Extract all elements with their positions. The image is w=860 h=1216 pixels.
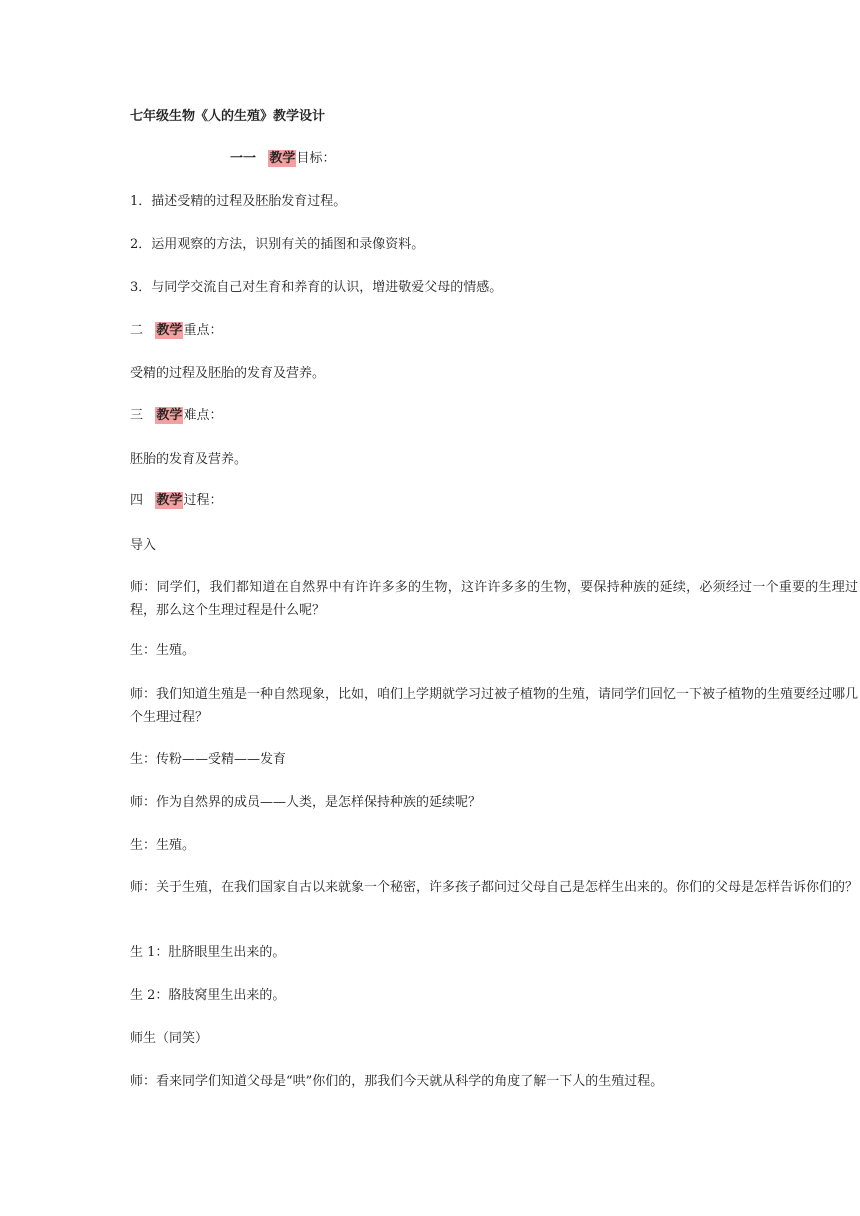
dialogue-paragraph: 生：生殖。 xyxy=(130,838,196,853)
goal-item: 2．运用观察的方法，识别有关的插图和录像资料。 xyxy=(130,237,425,252)
section-number: 二 xyxy=(130,323,144,338)
section-heading-difficulties xyxy=(130,406,222,426)
dialogue-paragraph: 师：我们知道生殖是一种自然现象，比如，咱们上学期就学习过被子植物的生殖，请同学们回忆一下被子植物的生殖要经过哪几个生理过程？ xyxy=(130,687,859,725)
dialogue-paragraph: 生：传粉——受精——发育 xyxy=(130,752,287,767)
section-number: 三 xyxy=(130,408,144,423)
dialogue-paragraph: 师：看来同学们知道父母是“哄”你们的，那我们今天就从科学的角度了解一下人的生殖过程。 xyxy=(130,1074,664,1089)
section-label: 过程： xyxy=(183,493,223,508)
dialogue-paragraph: 生 2：胳肢窝里生出来的。 xyxy=(130,988,286,1003)
section-heading-key-points xyxy=(130,321,222,341)
goal-item: 1．描述受精的过程及胚胎发育过程。 xyxy=(130,194,347,209)
section-number: 一一 xyxy=(230,151,257,166)
section-label: 难点： xyxy=(183,408,223,423)
intro-label: 导入 xyxy=(130,538,157,553)
section-label: 重点： xyxy=(183,323,223,338)
dialogue-paragraph: 师生（同笑） xyxy=(130,1031,209,1046)
dialogue-paragraph: 生：生殖。 xyxy=(130,643,196,658)
section-label: 目标： xyxy=(296,151,336,166)
highlighted-keyword: 教学 xyxy=(156,408,183,423)
goal-item: 3．与同学交流自己对生育和养育的认识，增进敬爱父母的情感。 xyxy=(130,280,503,295)
highlighted-keyword: 教学 xyxy=(269,151,296,166)
key-points-text: 受精的过程及胚胎的发育及营养。 xyxy=(130,366,326,381)
dialogue-paragraph: 师：同学们，我们都知道在自然界中有许许多多的生物，这许许多多的生物，要保持种族的延续，必须经过一个重要的生理过程，那么这个生理过程是什么呢？ xyxy=(130,580,858,618)
dialogue-paragraph: 生 1：肚脐眼里生出来的。 xyxy=(130,945,286,960)
document-title: 七年级生物《人的生殖》教学设计 xyxy=(130,109,326,124)
section-heading-process xyxy=(130,491,222,511)
difficulties-text: 胚胎的发育及营养。 xyxy=(130,452,248,467)
section-heading-goals xyxy=(230,149,335,169)
highlighted-keyword: 教学 xyxy=(156,493,183,508)
dialogue-paragraph: 师：关于生殖，在我们国家自古以来就象一个秘密，许多孩子都问过父母自己是怎样生出来的。你们的父母是怎样告诉你们的？ xyxy=(130,880,859,895)
section-number: 四 xyxy=(130,493,144,508)
dialogue-paragraph: 师：作为自然界的成员——人类，是怎样保持种族的延续呢？ xyxy=(130,795,482,810)
highlighted-keyword: 教学 xyxy=(156,323,183,338)
